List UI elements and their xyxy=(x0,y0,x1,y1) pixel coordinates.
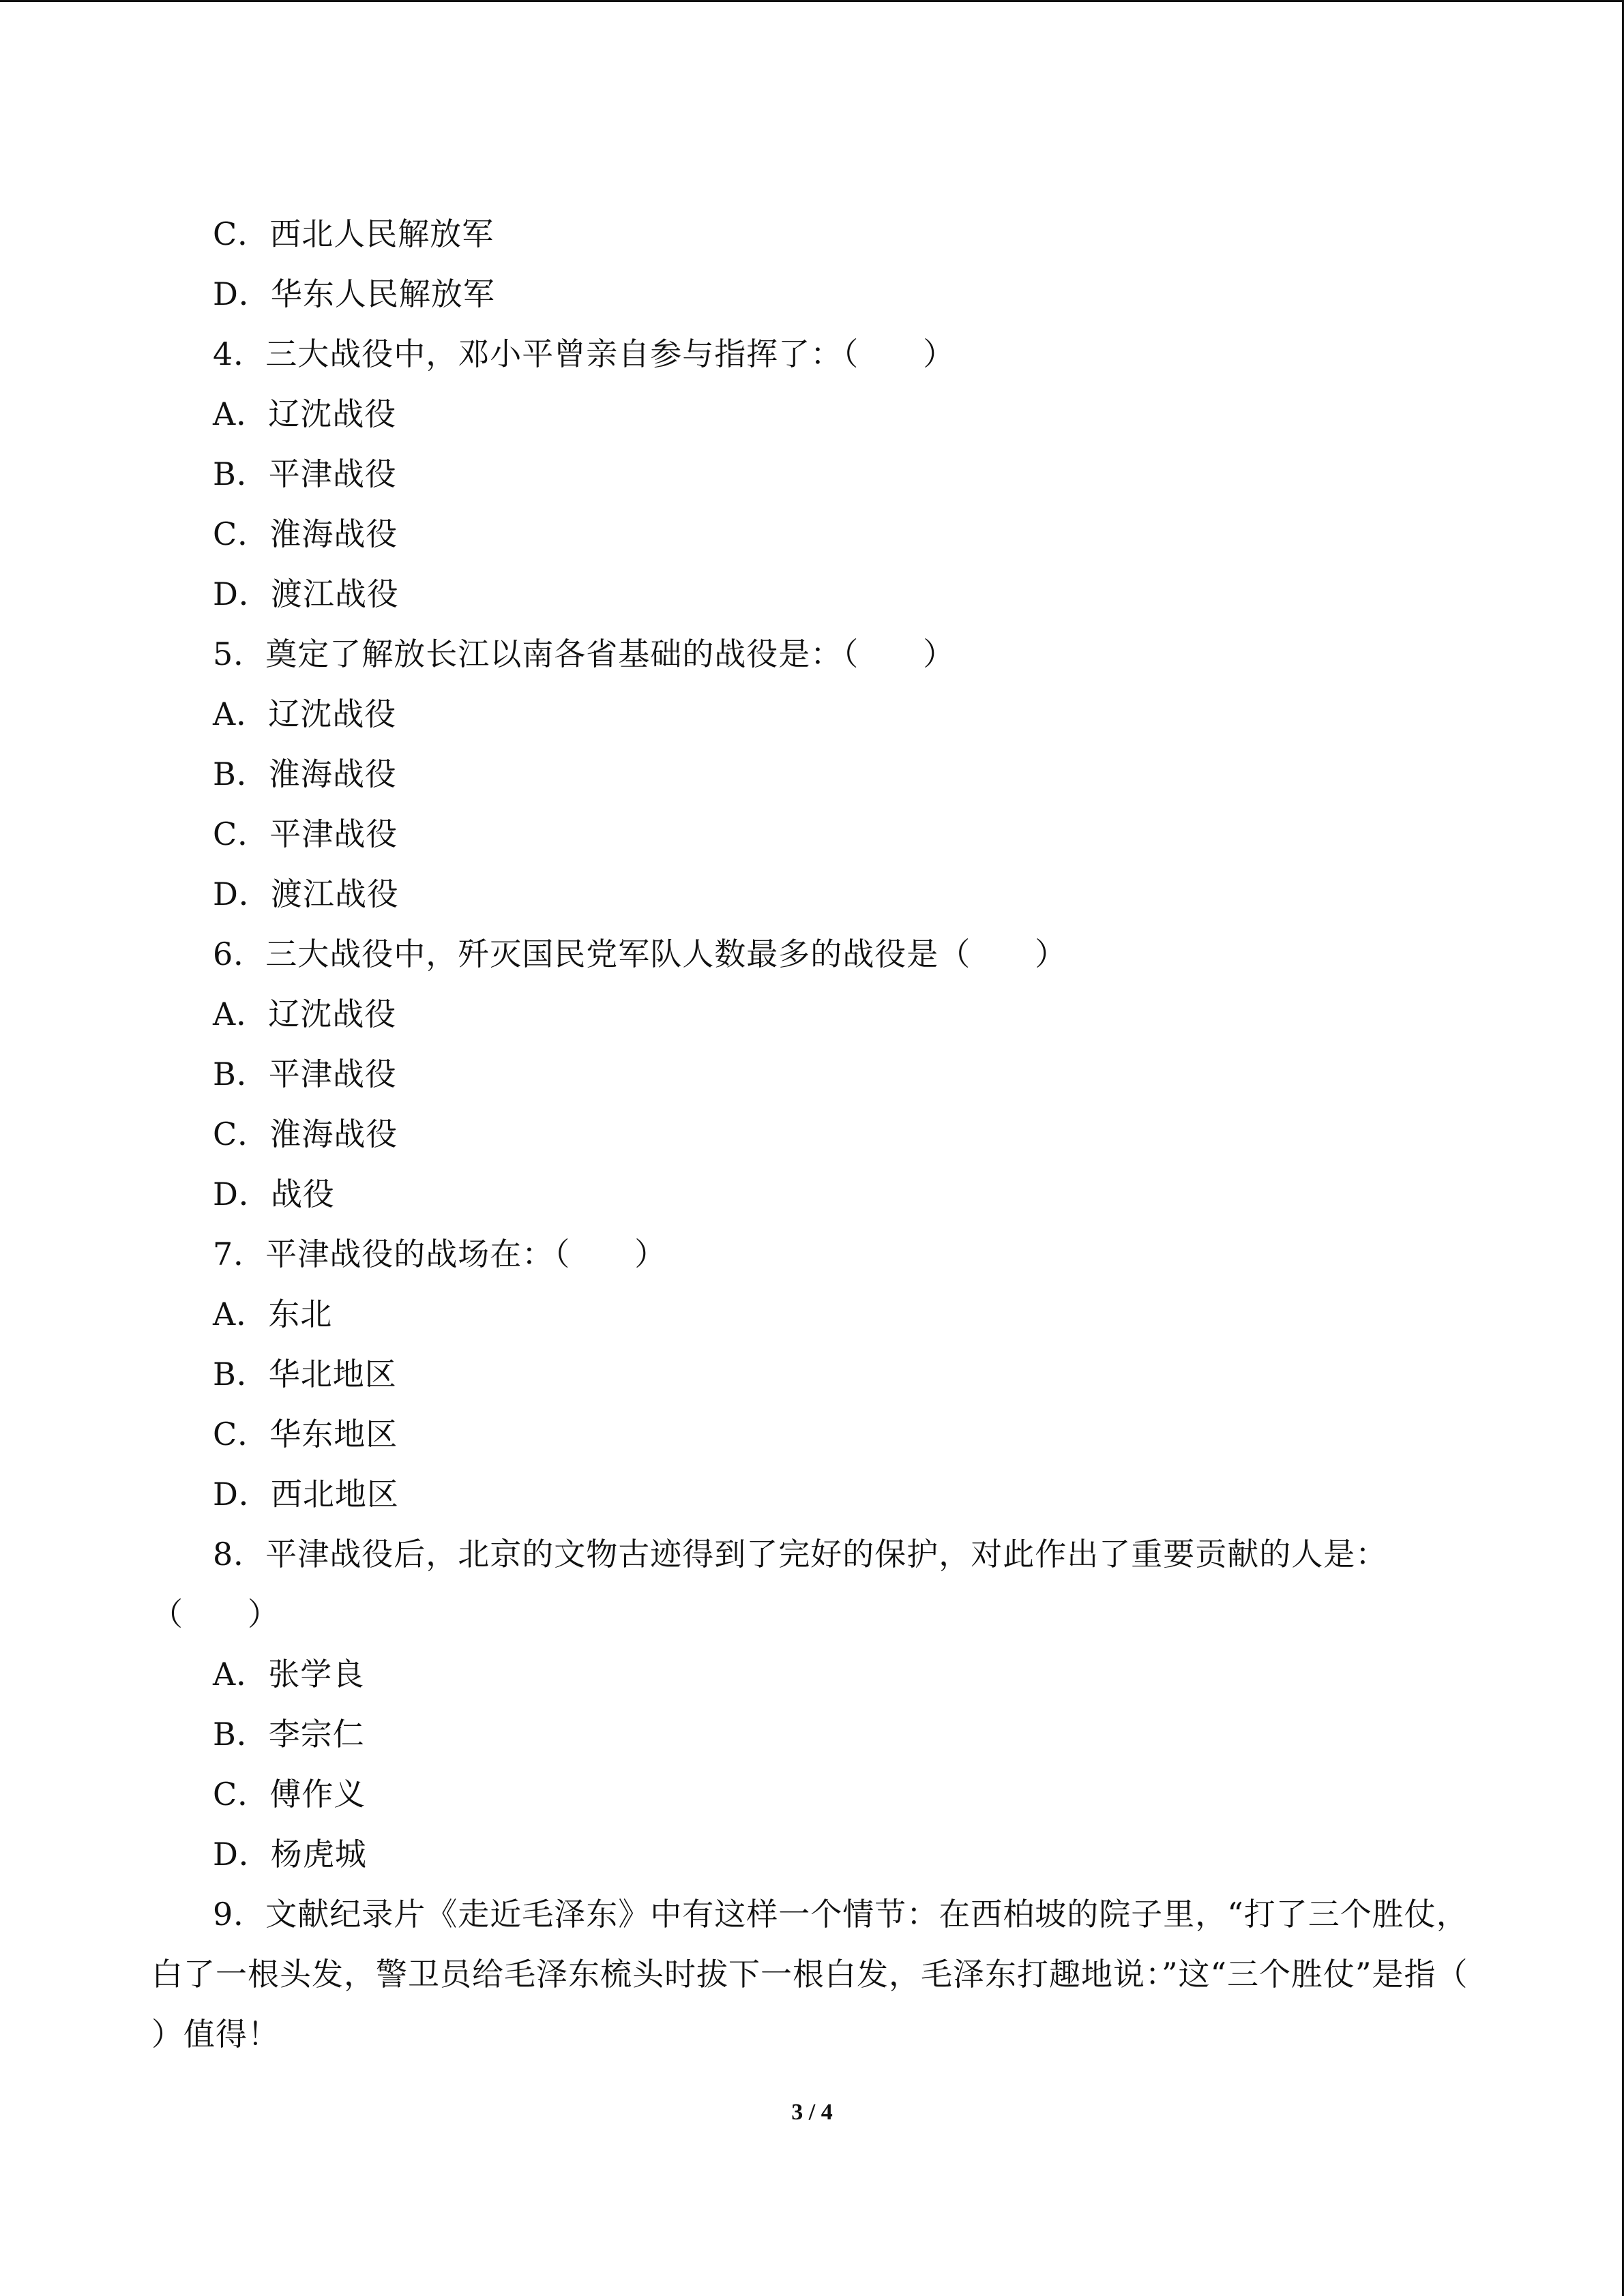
option-line: D．西北地区 xyxy=(213,1476,399,1512)
page-number: 3 / 4 xyxy=(791,2100,833,2125)
question-line-continued: （ ） xyxy=(151,1596,280,1632)
option-line: C．西北人民解放军 xyxy=(213,215,494,252)
option-line: B．华北地区 xyxy=(213,1356,397,1392)
option-line: C．淮海战役 xyxy=(213,516,398,552)
question-line: 8．平津战役后，北京的文物古迹得到了完好的保护，对此作出了重要贡献的人是： xyxy=(213,1536,1388,1572)
option-line: B．平津战役 xyxy=(213,456,397,492)
option-line: C．傅作义 xyxy=(213,1776,366,1813)
option-line: B．李宗仁 xyxy=(213,1716,365,1753)
question-line: 6．三大战役中，歼灭国民党军队人数最多的战役是（ ） xyxy=(213,936,1067,972)
option-line: C．淮海战役 xyxy=(213,1116,398,1152)
option-line: C．华东地区 xyxy=(213,1416,398,1452)
option-line: C．平津战役 xyxy=(213,816,398,852)
question-9-text: 9．文献纪录片《走近毛泽东》中有这样一个情节：在西柏坡的院子里，“打了三个胜仗，白了一根头发，警卫员给毛泽东梳头时拔下一根白发，毛泽东打趣地说：”这“三个胜仗”是指（ ）值得！ xyxy=(151,1896,1533,2053)
option-line: D．杨虎城 xyxy=(213,1836,367,1873)
question-line: 5．奠定了解放长江以南各省基础的战役是：（ ） xyxy=(213,636,956,672)
option-line: A．辽沈战役 xyxy=(213,696,397,732)
option-line: B．平津战役 xyxy=(213,1056,397,1092)
question-list xyxy=(0,204,1624,1884)
option-line: D．华东人民解放军 xyxy=(213,275,495,312)
option-line: A．辽沈战役 xyxy=(213,396,397,432)
option-line: D．渡江战役 xyxy=(213,876,399,912)
option-line: B．淮海战役 xyxy=(213,756,397,792)
option-line: A．东北 xyxy=(213,1296,333,1332)
option-line: A．张学良 xyxy=(213,1656,365,1693)
option-line: D．战役 xyxy=(213,1176,335,1212)
option-line: A．辽沈战役 xyxy=(213,996,397,1032)
question-line: 7．平津战役的战场在：（ ） xyxy=(213,1236,667,1272)
question-line: 4．三大战役中，邓小平曾亲自参与指挥了：（ ） xyxy=(213,336,956,372)
option-line: D．渡江战役 xyxy=(213,576,399,612)
